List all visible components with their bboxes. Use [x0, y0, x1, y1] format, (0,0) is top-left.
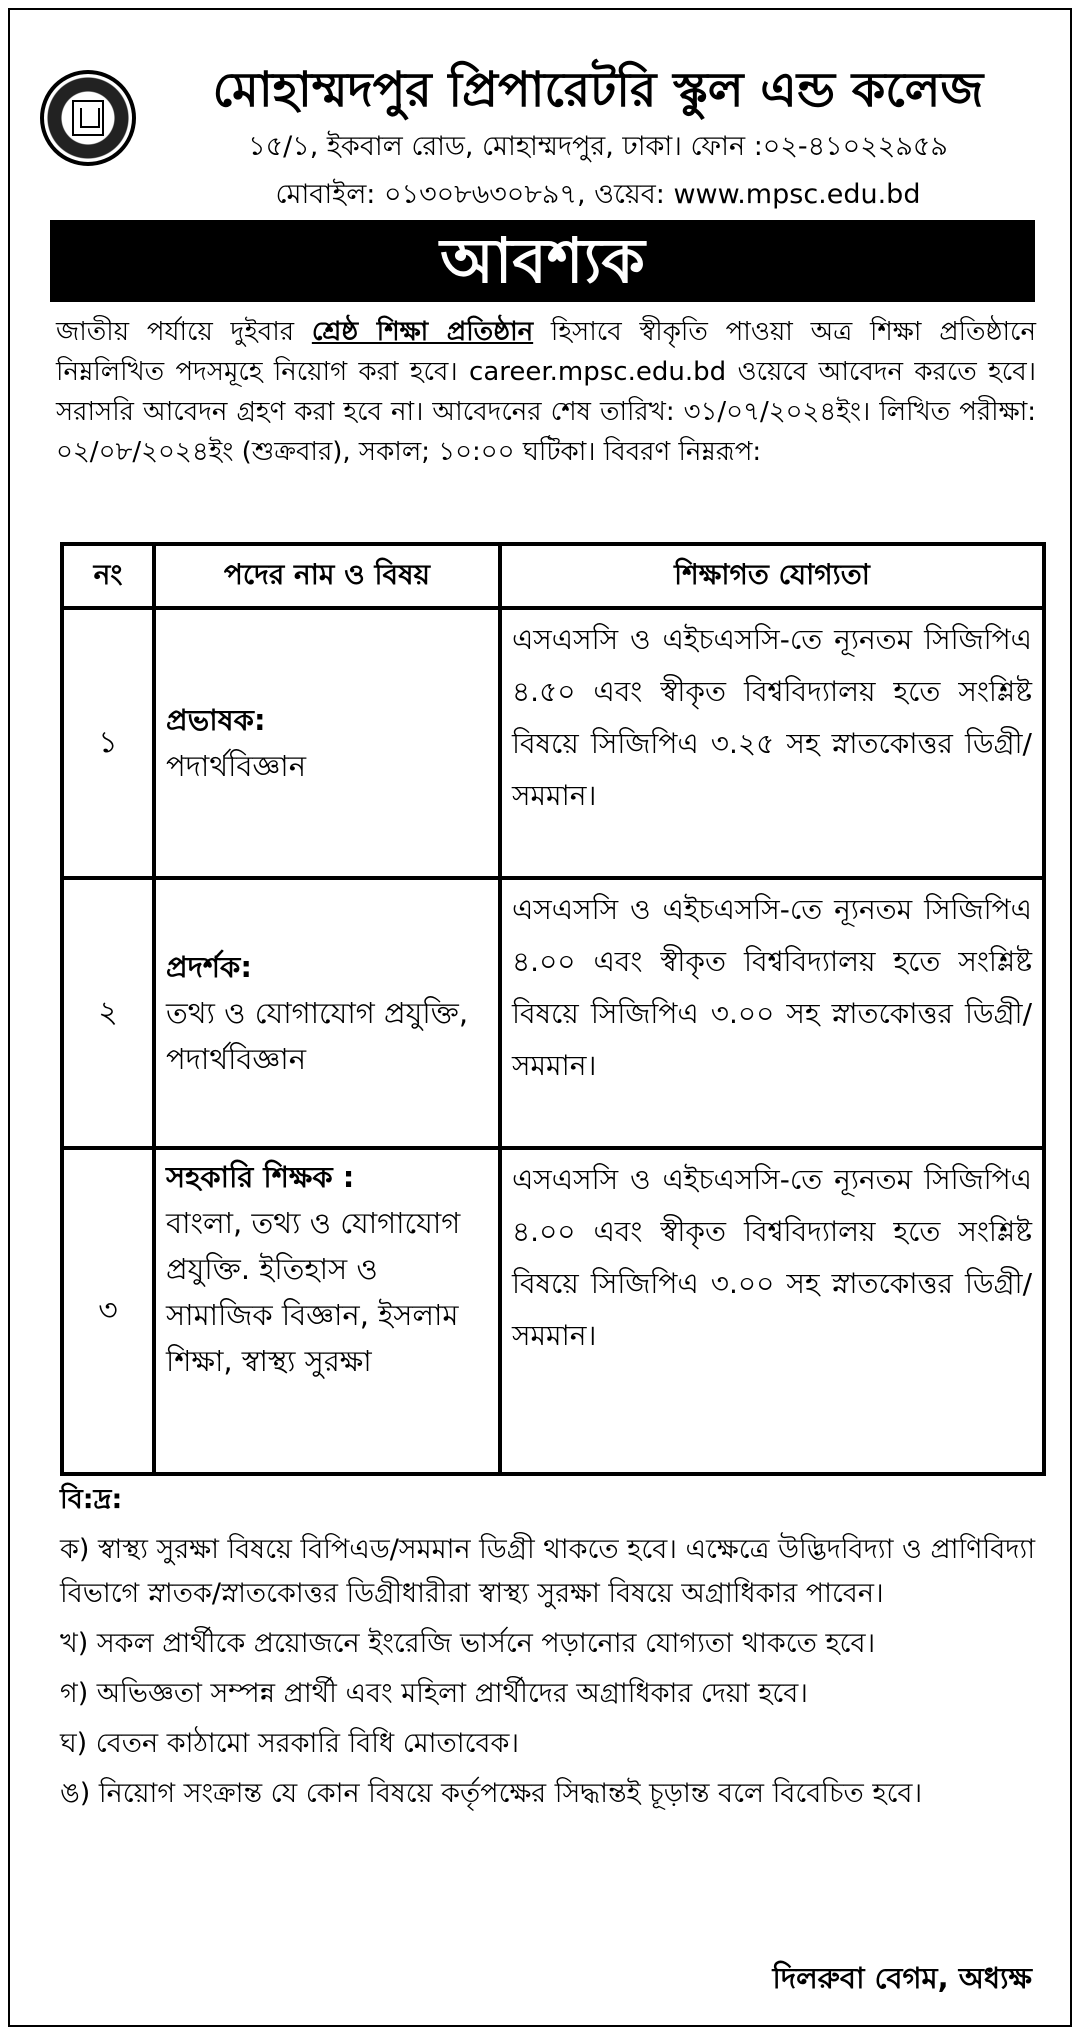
note-item: গ) অভিজ্ঞতা সম্পন্ন প্রার্থী এবং মহিলা প্রার্থীদের অগ্রাধিকার দেয়া হবে।: [60, 1678, 808, 1709]
school-name: মোহাম্মদপুর প্রিপারেটরি স্কুল এন্ড কলেজ: [212, 62, 984, 118]
intro-part-1: জাতীয় পর্যায়ে দুইবার: [56, 317, 312, 347]
row-no: ১: [62, 608, 154, 878]
table-row: [62, 608, 1044, 878]
signature: দিলরুবা বেগম, অধ্যক্ষ: [772, 1961, 1032, 1995]
header-post: পদের নাম ও বিষয়: [154, 544, 500, 608]
positions-table: [60, 542, 1046, 1476]
notes-heading: বি:দ্র:: [60, 1484, 123, 1515]
row-post: [154, 1148, 500, 1474]
post-title: প্রভাষক:: [166, 703, 266, 737]
table-header-row: [62, 544, 1044, 608]
note-item: ঙ) নিয়োগ সংক্রান্ত যে কোন বিষয়ে কর্তৃপক্ষের সিদ্ধান্তই চূড়ান্ত বলে বিবেচিত হবে।: [60, 1778, 923, 1809]
intro-paragraph: [56, 312, 1036, 472]
row-no: ৩: [62, 1148, 154, 1474]
intro-highlight: শ্রেষ্ঠ শিক্ষা প্রতিষ্ঠান: [311, 317, 534, 347]
note-item: খ) সকল প্রার্থীকে প্রয়োজনে ইংরেজি ভার্সনে পড়ানোর যোগ্যতা থাকতে হবে।: [60, 1628, 876, 1659]
post-title: সহকারি শিক্ষক :: [166, 1160, 355, 1194]
header-qualification: শিক্ষাগত যোগ্যতা: [500, 544, 1044, 608]
notes-section: [60, 1478, 1040, 1822]
school-seal-icon: [40, 70, 136, 166]
row-no: ২: [62, 878, 154, 1148]
intro-part-2: হিসাবে স্বীকৃতি পাওয়া অত্র শিক্ষা প্রতিষ্ঠানে নিম্নলিখিত পদসমূহে নিয়োগ করা হবে। career.mpsc.edu.bd ওয়েবে আবেদন করতে হবে। সরাসরি আবেদন গ্রহণ করা হবে না। আবেদনের শেষ তারিখ: ৩১/০৭/২০২৪ইং। লিখিত পরীক্ষা: ০২/০৮/২০২৪ইং (শুক্রবার), সকাল; ১০:০০ ঘটিকা। বিবরণ নিম্নরূপ:: [56, 317, 1036, 467]
row-qualification: এসএসসি ও এইচএসসি-তে ন্যূনতম সিজিপিএ ৪.০০ এবং স্বীকৃত বিশ্ববিদ্যালয় হতে সংশ্লিষ্ট বিষয়ে সিজিপিএ ৩.০০ সহ স্নাতকোত্তর ডিগ্রী/সমমান।: [500, 878, 1044, 1148]
banner-title: আবশ্যক: [50, 220, 1035, 302]
job-circular: [8, 8, 1072, 2027]
post-subjects: বাংলা, তথ্য ও যোগাযোগ প্রযুক্তি. ইতিহাস ও সামাজিক বিজ্ঞান, ইসলাম শিক্ষা, স্বাস্থ্য সুরক্ষা: [166, 1206, 461, 1378]
row-post: [154, 608, 500, 878]
row-post: [154, 878, 500, 1148]
row-qualification: এসএসসি ও এইচএসসি-তে ন্যূনতম সিজিপিএ ৪.৫০ এবং স্বীকৃত বিশ্ববিদ্যালয় হতে সংশ্লিষ্ট বিষয়ে সিজিপিএ ৩.২৫ সহ স্নাতকোত্তর ডিগ্রী/সমমান।: [500, 608, 1044, 878]
address-line: ১৫/১, ইকবাল রোড, মোহাম্মদপুর, ঢাকা। ফোন :০২-৪১০২২৯৫৯: [248, 131, 948, 162]
note-item: ক) স্বাস্থ্য সুরক্ষা বিষয়ে বিপিএড/সমমান ডিগ্রী থাকতে হবে। এক্ষেত্রে উদ্ভিদবিদ্যা ও প্রাণিবিদ্যা বিভাগে স্নাতক/স্নাতকোত্তর ডিগ্রীধারীরা স্বাস্থ্য সুরক্ষা বিষয়ে অগ্রাধিকার পাবেন।: [60, 1534, 1036, 1609]
table-row: [62, 1148, 1044, 1474]
header-no: নং: [62, 544, 154, 608]
contact-line: মোবাইল: ০১৩০৮৬৩০৮৯৭, ওয়েব: www.mpsc.edu.bd: [275, 179, 921, 210]
book-emblem-icon: [72, 100, 104, 136]
post-subjects: পদার্থবিজ্ঞান: [166, 749, 307, 783]
post-subjects: তথ্য ও যোগাযোগ প্রযুক্তি, পদার্থবিজ্ঞান: [166, 996, 469, 1076]
row-qualification: এসএসসি ও এইচএসসি-তে ন্যূনতম সিজিপিএ ৪.০০ এবং স্বীকৃত বিশ্ববিদ্যালয় হতে সংশ্লিষ্ট বিষয়ে সিজিপিএ ৩.০০ সহ স্নাতকোত্তর ডিগ্রী/সমমান।: [500, 1148, 1044, 1474]
table-row: [62, 878, 1044, 1148]
post-title: প্রদর্শক:: [166, 950, 252, 984]
note-item: ঘ) বেতন কাঠামো সরকারি বিধি মোতাবেক।: [60, 1728, 520, 1759]
